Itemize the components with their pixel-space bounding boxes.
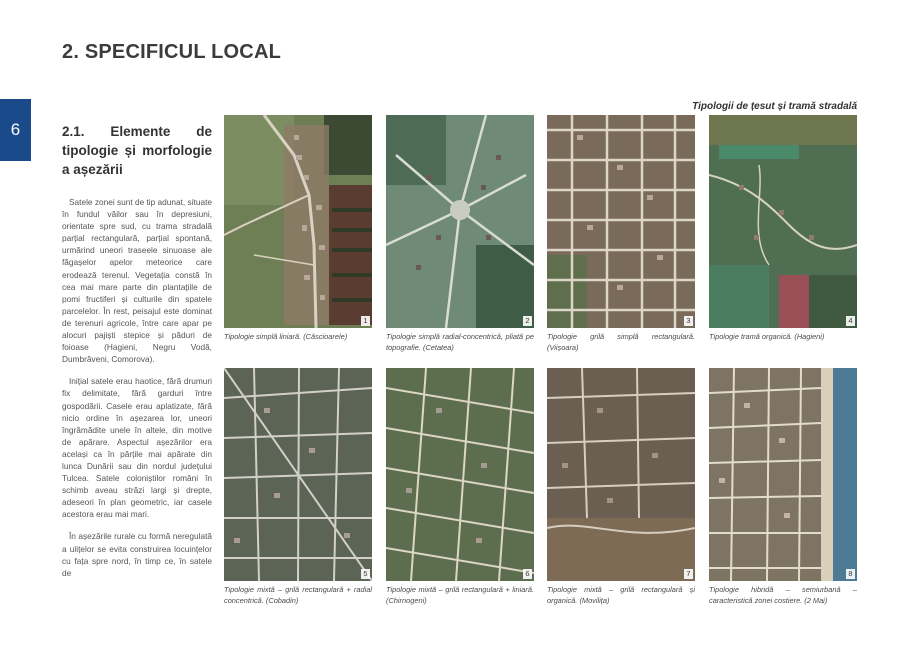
aerial-map-4 [709, 115, 857, 328]
page-number-tab: 6 [0, 99, 31, 161]
figure-caption: Tipologie tramă organică. (Hagieni) [709, 332, 825, 341]
figure-caption: Tipologie mixtă – grilă rectangulară + radial concentrică. (Cobadin) [224, 585, 372, 605]
aerial-map-3 [547, 115, 695, 328]
figure-heading: Tipologii de țesut și tramă stradală [692, 101, 857, 112]
aerial-image-grid-radial [224, 368, 372, 581]
aerial-map-5 [224, 368, 372, 581]
paragraph-3: În așezările rurale cu formă neregulată a ulițelor se evita construirea locuințelor cu fața spre nord, în timp ce, în satele de [62, 531, 212, 578]
aerial-image-organic [709, 115, 857, 328]
figure-caption: Tipologie mixtă – grilă rectangulară și organică. (Movilița) [547, 585, 695, 605]
aerial-map-7 [547, 368, 695, 581]
aerial-image-grid-organic [547, 368, 695, 581]
figure-number: 6 [523, 569, 532, 579]
aerial-image-grid-linear [386, 368, 534, 581]
figure-caption: Tipologie simplă liniară. (Căscioarele) [224, 332, 348, 341]
paragraph-1: Satele zonei sunt de tip adunat, situate în fundul văilor sau în depresiuni, orientate spre sud, cu trama stradală parțial rectangulară, parțial spontană, urmărind uneori traseele sinuoase ale făgașelor apelor meteorice care erodează terenul. Vegetația constă în cea mai mare parte din plantațiile de pomi fructiferi și culturile din spatele parcelelor. În rest, peisajul este dominat de terenuri agricole, între care apar pe alocuri pajiști stepice și păduri de foioase (Hagieni, Negru Vodă, Dumbrăveni, Comorova). [62, 197, 212, 365]
figure-number: 3 [684, 316, 693, 326]
figure-caption: Tipologie hibridă – semiurbană – caracteristică zonei costiere. (2 Mai) [709, 585, 857, 605]
figure-number: 2 [523, 316, 532, 326]
aerial-map-1 [224, 115, 372, 328]
aerial-image-semiurban [709, 368, 857, 581]
aerial-image-linear [224, 115, 372, 328]
page-title: 2. SPECIFICUL LOCAL [62, 41, 282, 63]
figure-caption: Tipologie simplă radial-concentrică, pliată pe topografie. (Cetatea) [386, 332, 534, 352]
figure-number: 5 [361, 569, 370, 579]
paragraph-2: Inițial satele erau haotice, fără drumuri fix delimitate, fără garduri între gospodării. Casele erau aplatizate, fără nicio ordine în așezarea lor, uneori îngrămădite unele în altele, din motive de apărare. Aspectul așezărilor era același ca în părțile mai apărate din lunca Dunării sau din nordul județului Tulcea. Satele coloniștilor români în schimb aveau străzi largi și drepte, adeseori în plan geometric, iar casele acestora erau mai mari. [62, 376, 212, 520]
figure-caption: Tipologie mixtă – grilă rectangulară + liniară. (Chirnogeni) [386, 585, 534, 605]
aerial-map-6 [386, 368, 534, 581]
aerial-map-8 [709, 368, 857, 581]
figure-number: 1 [361, 316, 370, 326]
aerial-image-radial [386, 115, 534, 328]
aerial-map-2 [386, 115, 534, 328]
figure-caption: Tipologie grilă simplă rectangulară. (Viișoara) [547, 332, 695, 352]
figure-number: 7 [684, 569, 693, 579]
figure-number: 4 [846, 316, 855, 326]
aerial-image-grid [547, 115, 695, 328]
figure-number: 8 [846, 569, 855, 579]
section-heading: 2.1. Elemente de tipologie și morfologie a așezării [62, 124, 212, 177]
text-column [62, 122, 212, 579]
